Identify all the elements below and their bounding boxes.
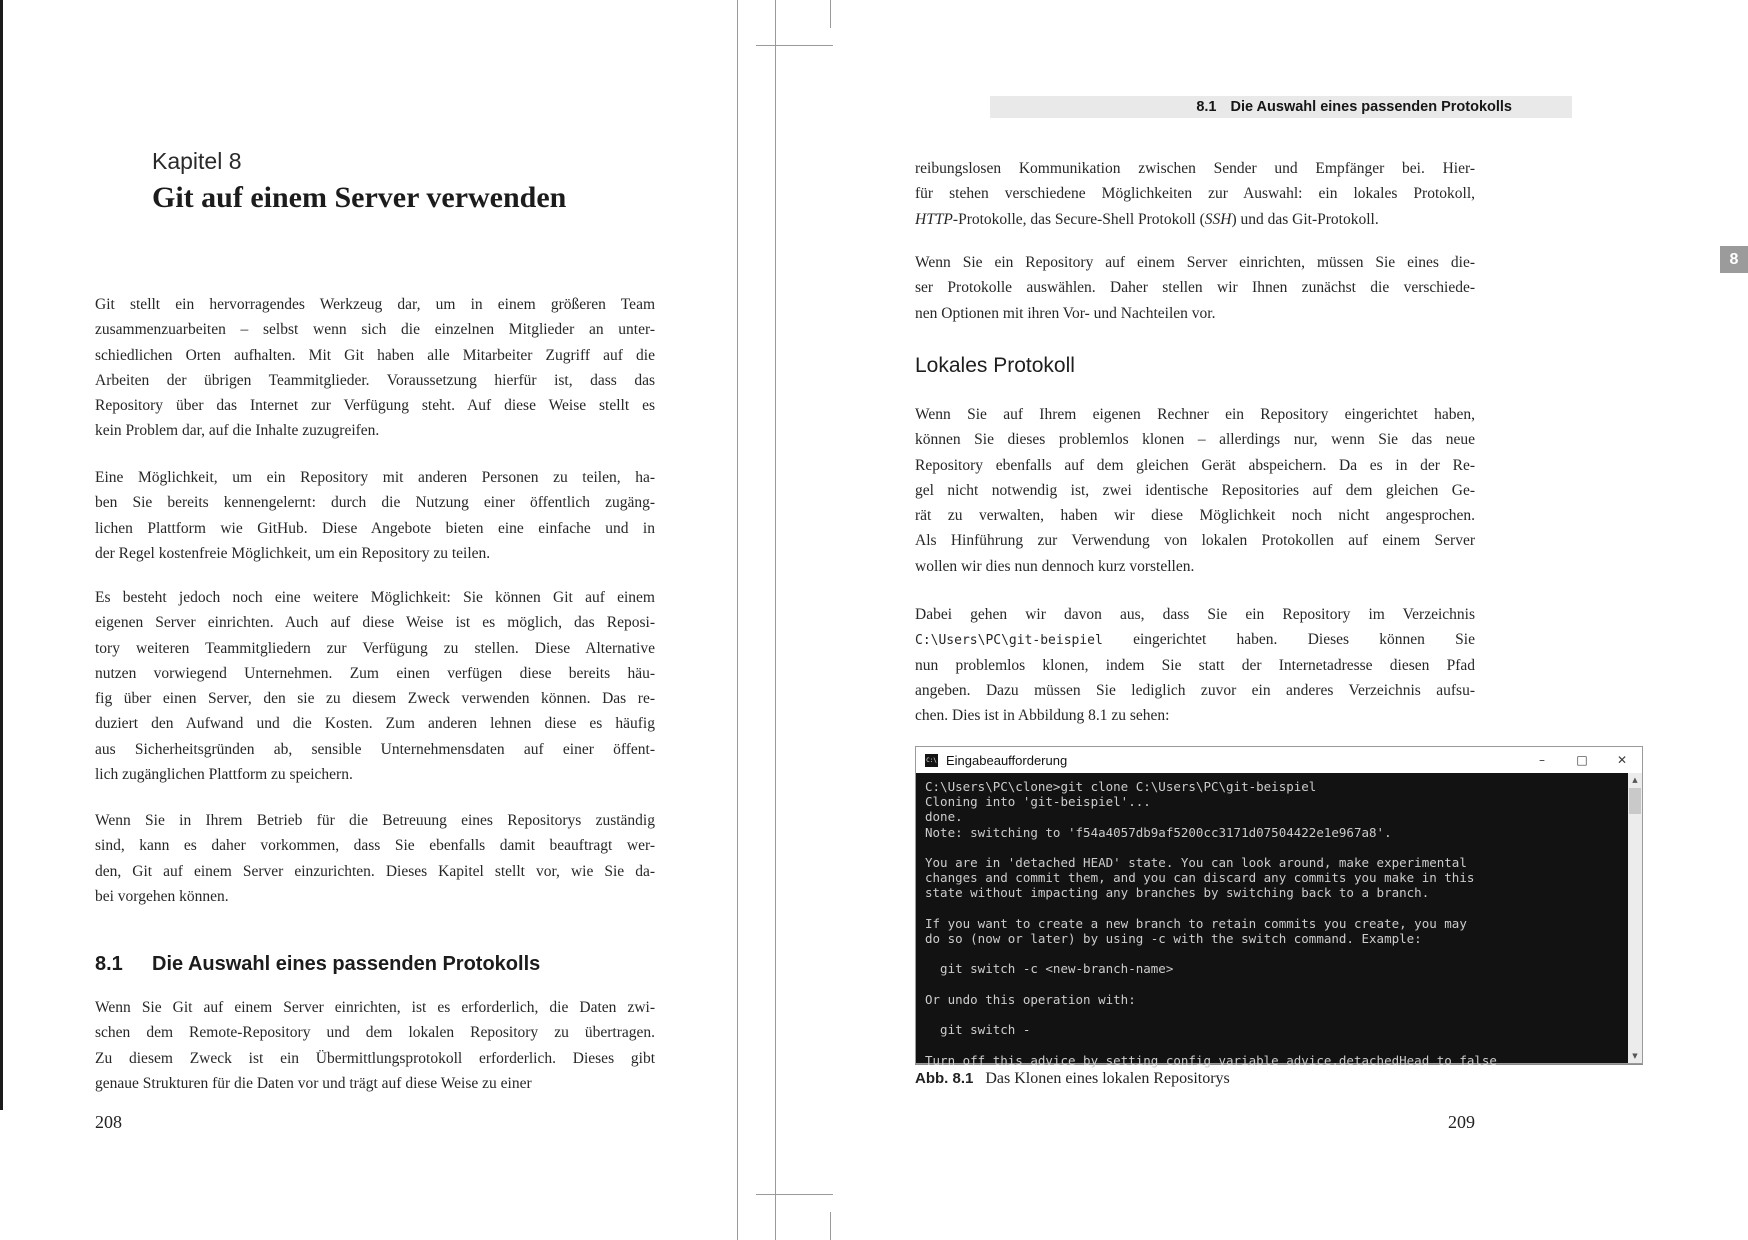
text-line: kein Problem dar, auf die Inhalte zuzugreifen. [95, 422, 380, 440]
scroll-up-icon: ▲ [1632, 776, 1638, 784]
text-line: eigenen Server einrichten. Auch auf diese Weise ist es möglich, das Reposi- [95, 614, 655, 632]
text-line: Or undo this operation with: [925, 991, 1136, 1007]
scrollbar-thumb [1629, 788, 1641, 814]
text-line: tory weiteren Teammitgliedern zur Verfügung zu stellen. Diese Alternative [95, 639, 655, 657]
text-line: Wenn Sie auf Ihrem eigenen Rechner ein Repository eingerichtet haben, [915, 406, 1475, 423]
text-line: done. [925, 809, 963, 825]
text-line: der Regel kostenfreie Möglichkeit, um ein Repository zu teilen. [95, 544, 491, 562]
text-line: fig über einen Server, den sie zu diesem Zweck verwenden können. Das re- [95, 690, 655, 708]
text-line: schen dem Remote-Repository und dem lokalen Repository zu übertragen. [95, 1024, 655, 1042]
text-line: reibungslosen Kommunikation zwischen Sender und Empfänger bei. Hier- [915, 160, 1475, 177]
maximize-icon: □ [1576, 753, 1588, 767]
terminal-title-bar [916, 747, 1642, 773]
trim-mark-tick-bottom [830, 1212, 831, 1240]
text-line: Wenn Sie ein Repository auf einem Server einrichten, müssen Sie eines die- [915, 254, 1475, 271]
text-line: Zu diesem Zweck ist ein Übermittlungsprotokoll erforderlich. Dieses gibt [95, 1049, 655, 1067]
text-line: changes and commit them, and you can discard any commits you make in this [925, 870, 1475, 886]
italic-term: SSH [1204, 210, 1232, 228]
scrollbar [1628, 773, 1642, 1063]
text-line: C:\Users\PC\clone>git clone C:\Users\PC\git-beispiel [925, 779, 1317, 794]
italic-term: HTTP [915, 210, 953, 228]
figure-terminal-window [915, 746, 1643, 1068]
text-line [925, 901, 1616, 916]
terminal-window-title: Eingabeaufforderung [946, 752, 1068, 768]
inline-path: C:\Users\PC\git-beispiel [915, 633, 1103, 649]
trim-mark-vertical-left [737, 0, 738, 1240]
trim-mark-tick-top [830, 0, 831, 28]
figure-caption-text: Das Klonen eines lokalen Repositorys [985, 1070, 1230, 1087]
terminal-output [916, 773, 1642, 1068]
text-line: den, Git auf einem Server einzurichten. Dieses Kapitel stellt vor, wie Sie da- [95, 862, 655, 880]
paragraph [915, 156, 1475, 232]
cmd-icon: C:\ [925, 754, 938, 767]
text-line: für stehen verschiedene Möglichkeiten zur Auswahl: ein lokales Protokoll, [915, 185, 1475, 203]
text-line: lich zugänglichen Plattform zu speichern. [95, 766, 353, 784]
section-heading [95, 953, 540, 976]
paragraph [95, 585, 655, 787]
text-line: rät zu verwalten, haben wir diese Möglichkeit noch nicht angesprochen. [915, 507, 1475, 525]
text-line: schiedlichen Orten aufhalten. Mit Git haben alle Mitarbeiter Zugriff auf die [95, 346, 655, 364]
paragraph [95, 465, 655, 566]
text-line: Note: switching to 'f54a4057db9af5200cc3171d07504422e1e967a8'. [925, 824, 1392, 840]
trim-mark-horizontal-bottom [756, 1194, 833, 1195]
text-line: aus Sicherheitsgründen ab, sensible Unternehmensdaten auf einer öffent- [95, 740, 655, 758]
text-line: sind, kann es daher vorkommen, dass Sie ebenfalls damit beauftragt wer- [95, 837, 655, 855]
text-line: nutzen vorwiegend Unternehmen. Zum einen verfügen diese bereits häu- [95, 664, 655, 682]
running-header-number: 8.1 [1196, 99, 1217, 115]
figure-caption-label: Abb. 8.1 [915, 1070, 974, 1087]
figure-caption [915, 1070, 1230, 1088]
page-number-right: 209 [1448, 1112, 1475, 1132]
text-line: Als Hinführung zur Verwendung von lokalen Protokollen auf einem Server [915, 532, 1475, 550]
text-line: git switch -c <new-branch-name> [925, 961, 1174, 977]
text-line [925, 840, 1616, 855]
trim-mark-horizontal-top [756, 45, 833, 46]
text-line: git switch - [925, 1022, 1031, 1038]
running-header-title: Die Auswahl eines passenden Protokolls [1230, 99, 1512, 115]
text-line: HTTP-Protokolle, das Secure-Shell Protokoll (SSH) und das Git-Protokoll. [915, 210, 1379, 228]
paragraph [95, 808, 655, 909]
text-line: ben Sie bereits kennengelernt: durch die Nutzung einer öffentlich zugäng- [95, 494, 655, 512]
text-line: do so (now or later) by using -c with the switch command. Example: [925, 931, 1422, 947]
minimize-icon: – [1539, 753, 1545, 767]
section-title: Die Auswahl eines passenden Protokolls [152, 953, 541, 975]
paragraph [95, 292, 655, 444]
paragraph [915, 602, 1475, 728]
chapter-thumb-tab: 8 [1720, 246, 1748, 273]
scan-edge-line [0, 0, 3, 1110]
text-line: ser Protokolle auswählen. Daher stellen wir Ihnen zunächst die verschiede- [915, 279, 1475, 297]
text-line [925, 946, 1616, 961]
text-line [925, 1007, 1616, 1022]
running-header [990, 96, 1572, 118]
text-line: Wenn Sie Git auf einem Server einrichten, ist es erforderlich, die Daten zwi- [95, 999, 655, 1016]
text-line: chen. Dies ist in Abbildung 8.1 zu sehen: [915, 707, 1170, 725]
page-number-left: 208 [95, 1112, 122, 1132]
text-line: You are in 'detached HEAD' state. You can look around, make experimental [925, 855, 1467, 871]
text-line: state without impacting any branches by switching back to a branch. [925, 885, 1430, 901]
text-line: angeben. Dazu müssen Sie lediglich zuvor ein anderes Verzeichnis aufsu- [915, 681, 1475, 699]
text-line: bei vorgehen können. [95, 887, 229, 905]
text-line [925, 1037, 1616, 1052]
text-line [925, 977, 1616, 992]
chapter-kicker: Kapitel 8 [152, 148, 242, 174]
text-line: Repository über das Internet zur Verfügung steht. Auf diese Weise stellt es [95, 397, 655, 415]
paragraph [95, 995, 655, 1096]
text-line: Dabei gehen wir davon aus, dass Sie ein Repository im Verzeichnis [915, 606, 1475, 623]
section-number: 8.1 [95, 953, 123, 975]
subsection-heading: Lokales Protokoll [915, 354, 1075, 377]
text-line: Cloning into 'git-beispiel'... [925, 794, 1151, 810]
text-line: C:\Users\PC\git-beispiel eingerichtet haben. Dieses können Sie [915, 631, 1475, 649]
text-line: gel nicht notwendig ist, zwei identische Repositories auf dem gleichen Ge- [915, 481, 1475, 499]
chapter-title: Git auf einem Server verwenden [152, 181, 567, 214]
text-line: nun problemlos klonen, indem Sie statt der Internetadresse diesen Pfad [915, 656, 1475, 674]
text-line: Eine Möglichkeit, um ein Repository mit anderen Personen zu teilen, ha- [95, 469, 655, 486]
text-line: Arbeiten der übrigen Teammitglieder. Voraussetzung hierfür ist, dass das [95, 371, 655, 389]
text-line: nen Optionen mit ihren Vor- und Nachteilen vor. [915, 304, 1216, 322]
text-line: Git stellt ein hervorragendes Werkzeug dar, um in einem größeren Team [95, 296, 655, 313]
paragraph [915, 402, 1475, 579]
text-line: If you want to create a new branch to retain commits you create, you may [925, 915, 1467, 931]
text-line: lichen Plattform wie GitHub. Diese Angebote bieten eine einfache und in [95, 519, 655, 537]
text-line: Es besteht jedoch noch eine weitere Möglichkeit: Sie können Git auf einem [95, 589, 655, 606]
text-line: zusammenzuarbeiten – selbst wenn sich die einzelnen Mitglieder an unter- [95, 321, 655, 339]
paragraph [915, 250, 1475, 326]
close-icon: ✕ [1616, 753, 1628, 767]
text-line: genaue Strukturen für die Daten vor und trägt auf diese Weise zu einer [95, 1074, 532, 1092]
text-line: Wenn Sie in Ihrem Betrieb für die Betreuung eines Repositorys zuständig [95, 812, 655, 829]
text-line: duziert den Aufwand und die Kosten. Zum anderen lehnen diese es häufig [95, 715, 655, 733]
text-line: können Sie dieses problemlos klonen – allerdings nur, wenn Sie das neue [915, 431, 1475, 449]
scroll-down-icon: ▼ [1632, 1052, 1638, 1060]
text-line: Repository ebenfalls auf dem gleichen Gerät abspeichern. Da es in der Re- [915, 456, 1475, 474]
text-line: wollen wir dies nun dennoch kurz vorstellen. [915, 557, 1195, 575]
text-line: Turn off this advice by setting config variable advice.detachedHead to false [925, 1052, 1497, 1068]
trim-mark-vertical-right [775, 0, 776, 1240]
